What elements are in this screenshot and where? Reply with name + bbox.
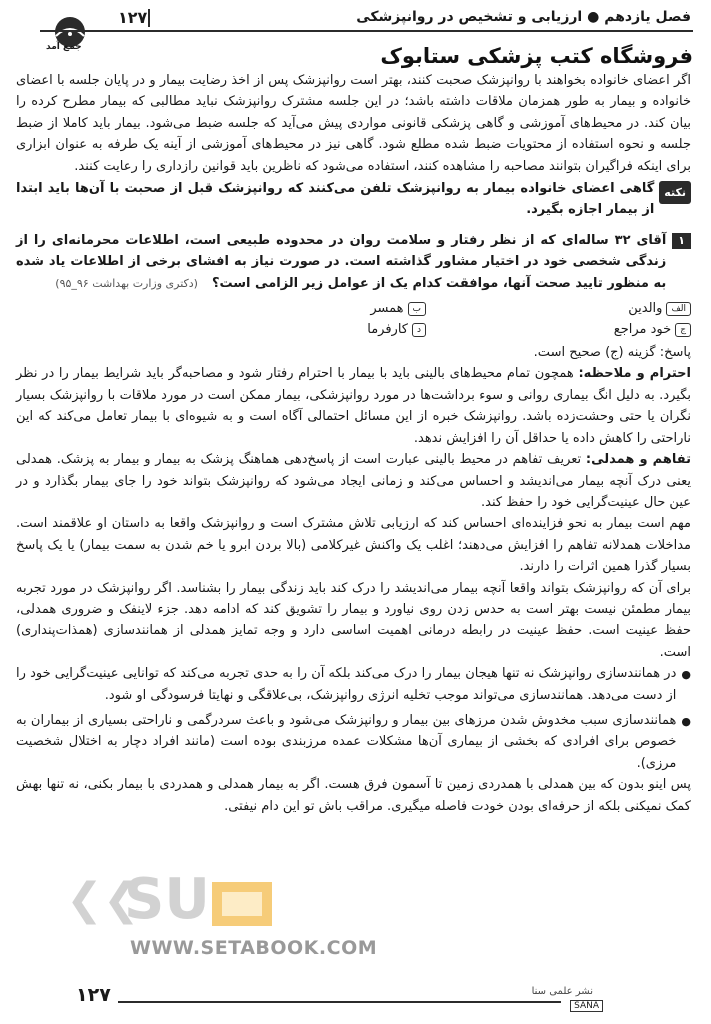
question-text: آقای ۳۲ ساله‌ای که از نظر رفتار و سلامت روان در محدوده طبیعی است، اطلاعات محرمانه‌ای را از زندگی شخصی خود در اختیار مشاور گذاشته است. در صورت نیاز به افشای برخی از اطلاعات یاد شده به منظور تایید صحت آنها، موافقت کدام یک از عوامل زیر الزامی است؟(دکتری وزارت بهداشت ۹۶_۹۵): [16, 232, 667, 291]
bullet-identification: ● در همانندسازی روانپزشک نه تنها هیجان بیمار را درک می‌کند بلکه آن را به حدی تجربه می‌کند که توانایی عینیت‌گرایی خود را از دست می‌دهد. همانندسازی می‌تواند موجب تخلیه انرژی روانپزشک، بی‌علاقگی و نهایتا فرسودگی او شود.: [16, 663, 691, 706]
bullet-icon: ●: [587, 9, 600, 25]
paragraph-family: اگر اعضای خانواده بخواهند با روانپزشک صحبت کنند، بهتر است روانپزشک پس از اخذ رضایت بیمار و در پایان جلسه با اعضای خانواده و بیمار به طور همزمان ملاقات داشته باشد؛ در این جلسه مشترک روانپزشک نباید مطالبی که بیمار مطرح کرده را بیان کند. در محیط‌های آموزشی و گاهی پزشکی قانونی مواردی پیش می‌آید که جلسه ضبط می‌شود. بیمار باید کاملا از ضبط جلسه و نحوه استفاده از محتویات ضبط شده مطلع شود. گاهی نیز در محیط‌های آموزشی از آینه یک طرفه به عنوان ابزاری برای اینکه فراگیران بتوانند مصاحبه را مشاهده کنند، استفاده می‌شود که ناظرین باید قوانین رازداری را رعایت کنند.: [16, 73, 691, 174]
respect-heading: احترام و ملاحظه:: [578, 366, 691, 382]
option-text: والدین: [628, 301, 663, 317]
svg-text:❮❮: ❮❮: [66, 874, 140, 925]
option-key: الف: [666, 302, 691, 316]
paragraph-empathy: تفاهم و همدلی: تعریف تفاهم در محیط بالینی عبارت است از پاسخ‌دهی هماهنگ پزشک به بیمار و بیمار به پزشک. همدلی یعنی درک آنچه بیمار می‌اندیشد و احساس می‌کند و زمانی ایجاد می‌شود که روانپزشک بتواند خود را جای بیمار بگذارد و در عین حال عینیت‌گرایی خود را حفظ کند.: [16, 452, 691, 510]
answer-options: [16, 298, 691, 342]
svg-text:SU: SU: [124, 867, 210, 932]
option-text: کارفرما: [367, 322, 408, 338]
header-rule: [40, 30, 693, 32]
option-key: ب: [408, 302, 426, 316]
empathy-heading: تفاهم و همدلی:: [585, 452, 691, 468]
chapter-title: [356, 9, 691, 25]
publisher-name: نشر علمی سنا: [531, 986, 593, 997]
watermark-logo-icon: [62, 866, 322, 936]
paragraph-important: مهم است بیمار به نحو فزاینده‌ای احساس کند که ارزیابی تلاش مشترک است و روانپزشک واقعا به داستان او علاقمند است. مداخلات همدلانه تفاهم را افزایش می‌دهند؛ اغلب یک واکنش غیرکلامی (بالا بردن ابرو یا خم شدن به سمت بیمار) یا یک پاسخ بسیار گذرا همین اثرات را دارند.: [16, 516, 691, 575]
bullet-boundaries: ● همانندسازی سبب مخدوش شدن مرزهای بین بیمار و روانپزشک می‌شود و باعث سردرگمی و ناراحتی بسیاری از بیماران به خصوص برای افرادی که بخشی از بیماری آن‌ها مشکلات عمده مرزبندی بوده است (مانند افراد دچار به اختلال شخصیت مرزی).: [16, 710, 691, 774]
page-header: [0, 0, 711, 52]
footer-rule: [118, 1001, 561, 1003]
header-divider: [148, 9, 150, 27]
page-number: ۱۲۷: [118, 8, 148, 27]
store-banner: فروشگاه کتب پزشکی ستابوک: [380, 44, 693, 68]
paragraph-closing: پس اینو بدون که بین همدلی با همدردی زمین تا آسمون فرق هست. اگر به بیمار همدلی و همدردی با بیمار بکنی، نه تنها بهش کمک نمیکنی بلکه از حرفه‌ای بودن خودت فاصله میگیری. مراقب باش تو این دام نیفتی.: [16, 777, 691, 814]
option-text: خود مراجع: [613, 322, 672, 338]
page-body: [16, 70, 691, 817]
tip-text: گاهی اعضای خانواده بیمار به روانپزشک تلفن می‌کنند که روانپزشک قبل از صحبت با آن‌ها باید ابتدا از بیمار اجازه بگیرد.: [16, 181, 655, 218]
option-key: د: [412, 323, 426, 337]
option-be: [370, 298, 426, 319]
publisher-logo-caption: جمع آمد: [46, 42, 82, 52]
option-key: ج: [675, 323, 691, 337]
option-dal: [367, 319, 426, 340]
footer-page-mark: ۱۲۷: [76, 984, 111, 1006]
tip-badge: نکته: [659, 181, 691, 204]
answer-line: پاسخ: گزینه (ج) صحیح است.: [533, 345, 691, 361]
tip-box: [16, 178, 691, 221]
publisher-logo: SANA: [570, 1000, 603, 1012]
option-jim: [614, 319, 691, 340]
paragraph-respect: احترام و ملاحظه: همچون تمام محیط‌های بالینی باید با بیمار با احترام رفتار شود و مصاحبه‌گر باید شرایط بیمار را در نظر بگیرد. به دلیل انگ بیماری روانی و سوء برداشت‌ها در مورد روانپزشکی، بیمار ممکن است در مورد ملاقات با روانپزشک بسیار نگران یا حتی وحشت‌زده باشد. روانپزشک خبره از این مسائل احتمالی آگاه است و به شیوه‌ای با بیمار تعامل می‌کند که این ناراحتی را کاهش داده یا حداقل آن را افزایش ندهد.: [16, 366, 691, 446]
chapter-subject: ارزیابی و تشخیص در روانپزشکی: [356, 9, 583, 25]
watermark-url: WWW.SETABOOK.COM: [130, 937, 378, 959]
paragraph-objectivity: برای آن که روانپزشک بتواند واقعا آنچه بیمار می‌اندیشد را درک کند باید زندگی بیمار را بشناسد. اگر روانپزشک در مورد تجربه بیمار مطمئن نیست بهتر است به حدس زدن روی نیاورد و بیمار را تشویق کند که ادامه دهد. جزء لاینفک و ضروری همدلی، حفظ عینیت است. حفظ عینیت در رابطه درمانی اهمیت اساسی دارد و وجه تمایز همدلی از همانندسازی (همذات‌پنداری) است.: [16, 580, 691, 660]
bullet-icon: ●: [681, 714, 691, 728]
question-source: (دکتری وزارت بهداشت ۹۶_۹۵): [55, 276, 198, 290]
chapter-label: فصل یازدهم: [604, 9, 691, 25]
option-alef: [628, 298, 691, 319]
bullet-icon: ●: [681, 668, 691, 682]
option-text: همسر: [370, 301, 404, 317]
question-block: [16, 230, 691, 294]
question-number: ۱: [672, 233, 691, 249]
